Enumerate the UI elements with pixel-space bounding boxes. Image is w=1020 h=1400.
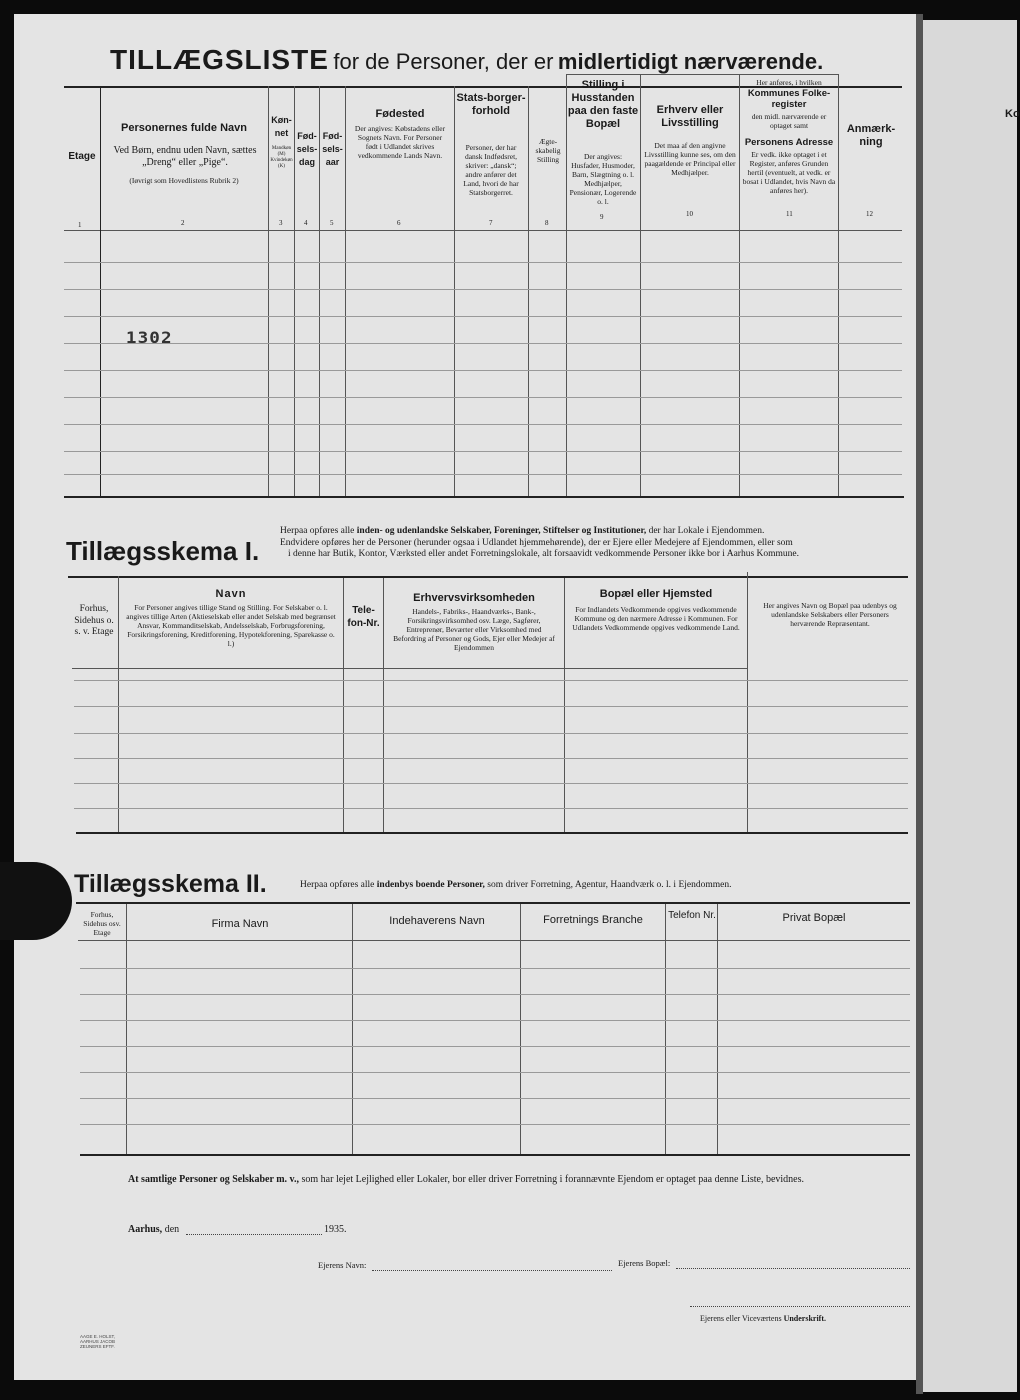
- skema2-description: [300, 880, 910, 890]
- skema1-title: Tillægsskema I.: [66, 536, 260, 566]
- date-prefix: den: [164, 1224, 180, 1235]
- skema2-text-a: Herpaa opføres alle: [300, 880, 377, 890]
- s1-col-erhverv: Erhvervsvirksomheden: [413, 592, 535, 604]
- col-num-10: 10: [686, 210, 693, 218]
- s2-col-bopael: Privat Bopæl: [782, 912, 846, 924]
- underskrift-label: [700, 1314, 826, 1323]
- col-num-1: 1: [78, 221, 82, 229]
- col-num-3: 3: [279, 219, 283, 227]
- place-label: Aarhus,: [128, 1224, 163, 1235]
- col-navn-note: (Iøvrigt som Hovedlistens Rubrik 2): [129, 176, 239, 185]
- col-navn-sub: Ved Børn, endnu uden Navn, sættes „Dreng“ eller „Pige“.: [113, 145, 257, 168]
- col-num-7: 7: [489, 219, 493, 227]
- col-kommune-b: Kommunes Folke-register: [747, 88, 831, 110]
- skema1-text-2: Endvidere opføres her de Personer (herunder ogsaa i Udlandet hjemmehørende), der er Ejere eller Medejere af Ejendommen, eller som: [280, 537, 793, 548]
- col-kommune-d: Personens Adresse: [744, 137, 834, 148]
- next-page-edge: [923, 20, 1020, 1392]
- printer-mark: AAGE E. HOLST, AARHUS JACOB ZEUNERS EFTF.: [80, 1334, 116, 1349]
- place-date-line: [128, 1224, 179, 1235]
- s1-col-forhus: Forhus, Sidehus o. s. v. Etage: [74, 604, 114, 637]
- ejer-bopael-label: Ejerens Bopæl:: [618, 1258, 671, 1268]
- ejer-navn-label: Ejerens Navn:: [318, 1260, 367, 1270]
- col-erhverv-sub: Det maa af den angivne Livsstilling kunne ses, om den paagældende er Principal eller Medhjælper.: [644, 141, 736, 177]
- col-anm: Anmærk-ning: [846, 123, 896, 148]
- col-num-12: 12: [866, 210, 873, 218]
- col-konnet: Køn-net: [271, 115, 292, 138]
- title-mid: for de Personer, der er: [333, 49, 554, 74]
- col-num-6: 6: [397, 219, 401, 227]
- s2-col-telefon: Telefon Nr.: [668, 910, 716, 921]
- col-fodested: Fødested: [375, 108, 425, 120]
- col-kommune-e: Er vedk. ikke optaget i et Register, anføres Grunden hertil (eventuelt, at vedk. er bosat i Udlandet, hvis Navn da anføres her).: [742, 150, 836, 195]
- skema1-description: [280, 526, 910, 561]
- col-num-5: 5: [330, 219, 334, 227]
- col-kommune-c: den midl. nærværende er optaget samt: [751, 112, 827, 130]
- skema1-text-3: i denne har Butik, Kontor, Værksted eller andet Forretningslokale, alt forsaavidt vedkommende Personer ikke bor i Aarhus Kommune.: [288, 549, 800, 559]
- skema1-text-1c: der har Lokale i Ejendommen.: [646, 526, 765, 536]
- date-field[interactable]: [186, 1234, 322, 1235]
- col-etage: Etage: [68, 151, 96, 162]
- col-stats-sub: Personer, der har dansk Indfødsret, skriver: „dansk“; andre anfører det Land, hvori de har Statsborgerret.: [463, 143, 519, 197]
- page-fold: [916, 14, 923, 1394]
- col-erhverv: Erhverv eller Livsstilling: [656, 104, 724, 129]
- s1-col-erhverv-sub: Handels-, Fabriks-, Haandværks-, Bank-, Forsikringsvirksomhed osv. Læge, Sagfører, Entreprenør, Beværter eller Virksomhed med Befordring af Personer og Gods, Ejer eller Medejer af Ejendommen: [393, 607, 555, 652]
- col-num-9: 9: [600, 213, 604, 221]
- title-main: TILLÆGSLISTE: [110, 44, 329, 75]
- s1-col-bopael-sub: For Indlandets Vedkommende opgives vedkommende Kommune og den nærmere Adresse i Kommunen. For Udlandets Vedkommende opgives vedkommende Land.: [572, 605, 740, 632]
- stamp-number: 1302: [125, 328, 173, 347]
- skema1-text-1a: Herpaa opføres alle: [280, 526, 357, 536]
- col-aegte: Ægte-skabelig Stilling: [535, 137, 561, 164]
- col-num-4: 4: [304, 219, 308, 227]
- title-end: midlertidigt nærværende.: [557, 49, 824, 74]
- col-kommune-a: Her anføres, i hvilken: [756, 78, 822, 87]
- col-num-8: 8: [545, 219, 549, 227]
- s2-col-indehaver: Indehaverens Navn: [389, 915, 485, 927]
- s1-col-navn: Navn: [215, 588, 247, 600]
- col-stats: Stats-borger-forhold: [456, 92, 526, 117]
- col-num-11: 11: [786, 210, 793, 218]
- s1-col-navn-sub: For Personer angives tillige Stand og Stilling. For Selskaber o. l. angives tillige Arten (Aktieselskab eller andet Selskab med begrænset Ansvar, Kommanditselskab, Andelsselskab, Forbrugsforening, Forsikringsforening, Kreditforening, Hypotekforening, Sparekasse o. l.): [126, 603, 336, 648]
- s1-col-repr: Her angives Navn og Bopæl paa udenbys og udenlandske Selskabers eller Personers herværende Repræsentant.: [763, 601, 897, 628]
- col-num-2: 2: [181, 219, 185, 227]
- s2-col-branche: Forretnings Branche: [543, 914, 643, 926]
- underskrift-a: Ejerens eller Viceværtens: [700, 1314, 784, 1323]
- ejer-bopael-field[interactable]: [676, 1268, 910, 1269]
- page-title: [110, 44, 823, 76]
- next-page-text: Ko: [1005, 108, 1020, 120]
- col-fodselsaar: Fød-sels-aar: [322, 131, 343, 167]
- year-label: 1935.: [324, 1224, 347, 1235]
- bevidnes-statement: [128, 1174, 918, 1185]
- skema2-text-c: som driver Forretning, Agentur, Haandværk o. l. i Ejendommen.: [484, 880, 732, 890]
- col-fodselsdag: Fød-sels-dag: [296, 131, 318, 167]
- s2-col-forhus: Forhus, Sidehus osv. Etage: [83, 910, 121, 937]
- underskrift-b: Underskrift.: [783, 1314, 827, 1323]
- col-konnet-sub: Mandkøn (M) Kvindekøn (K): [270, 146, 293, 169]
- signature-field[interactable]: [690, 1306, 910, 1307]
- skema2-text-b: indenbys boende Personer,: [376, 880, 485, 890]
- col-fodested-sub: Der angives: Købstadens eller Sognets Navn. For Personer født i Udlandet skrives vedkommende Lands Navn.: [354, 124, 446, 160]
- skema1-text-1b: inden- og udenlandske Selskaber, Foreninger, Stiftelser og Institutioner,: [356, 526, 647, 536]
- s1-col-telefon: Tele-fon-Nr.: [347, 605, 380, 629]
- s2-col-firma: Firma Navn: [211, 918, 269, 930]
- s1-col-bopael: Bopæl eller Hjemsted: [599, 588, 713, 600]
- col-stilling-sub: Der angives: Husfader, Husmoder, Barn, Slægtning o. l. Medhjælper, Pensionær, Logerende o. l.: [569, 152, 637, 206]
- bevidnes-b: som har lejet Lejlighed eller Lokaler, bor eller driver Forretning i forannævnte Ejendom er optaget paa denne Liste, bevidnes.: [299, 1174, 804, 1185]
- ejer-navn-field[interactable]: [372, 1270, 612, 1271]
- col-navn: Personernes fulde Navn: [121, 122, 247, 134]
- skema2-title: Tillægsskema II.: [74, 870, 267, 898]
- col-stilling: Stilling i Husstanden paa den faste Bopæl: [567, 79, 639, 130]
- bevidnes-a: At samtlige Personer og Selskaber m. v.,: [128, 1174, 300, 1185]
